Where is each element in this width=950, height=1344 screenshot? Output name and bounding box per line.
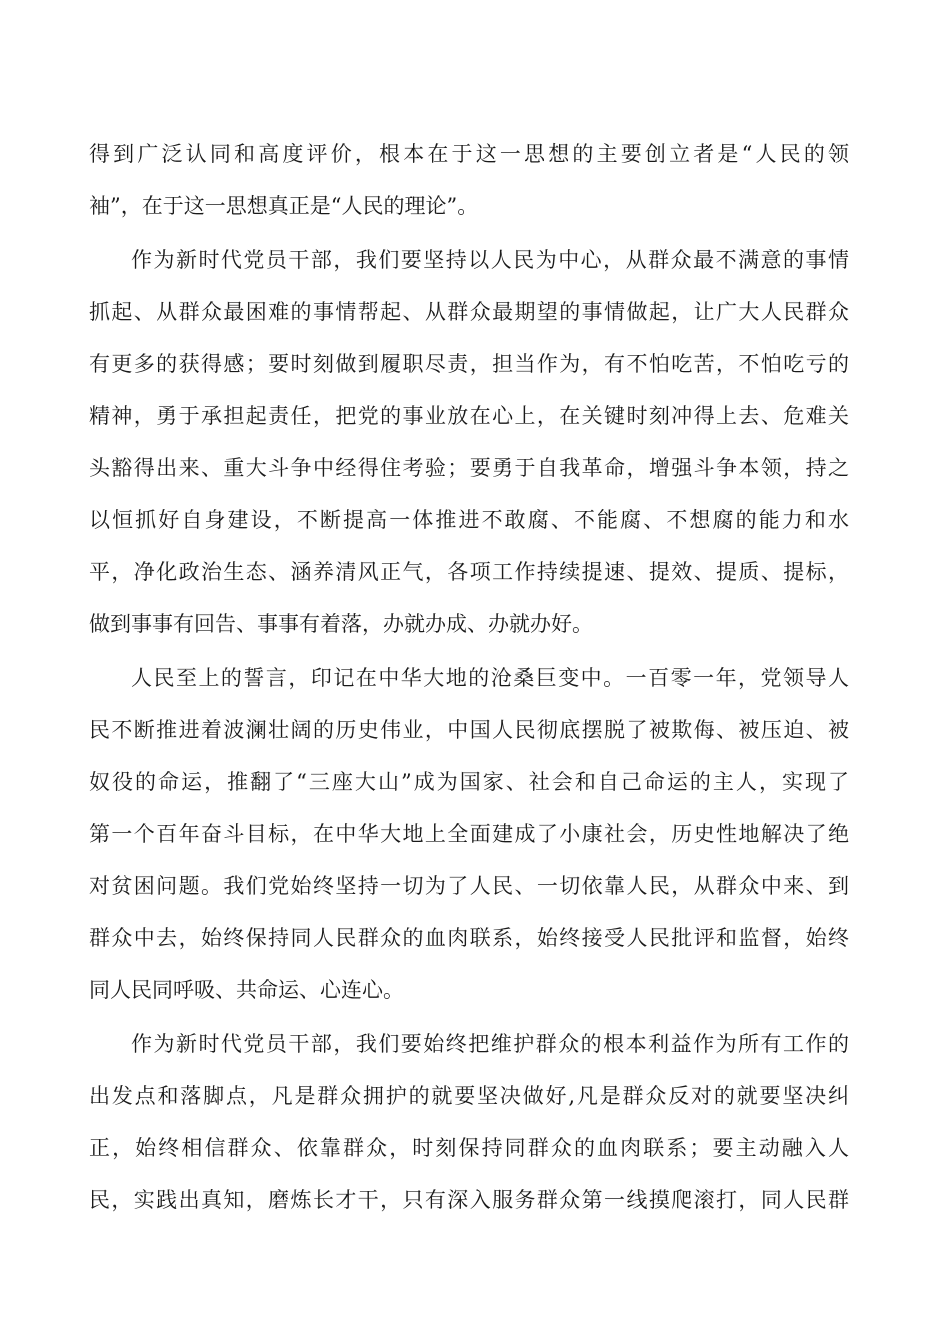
document-body bbox=[89, 128, 849, 1226]
text-line: 作为新时代党员干部，我们要始终把维护群众的根本利益作为所有工作的 bbox=[131, 1032, 849, 1056]
text-line: 作为新时代党员干部，我们要坚持以人民为中心，从群众最不满意的事情 bbox=[131, 248, 849, 272]
text-line: 抓起、从群众最困难的事情帮起、从群众最期望的事情做起，让广大人民群众 bbox=[89, 300, 849, 324]
paragraph bbox=[89, 234, 849, 650]
text-line: 做到事事有回告、事事有着落，办就办成、办就办好。 bbox=[89, 612, 593, 636]
text-line: 群众中去，始终保持同人民群众的血肉联系，始终接受人民批评和监督，始终 bbox=[89, 926, 849, 950]
text-line: 得到广泛认同和高度评价，根本在于这一思想的主要创立者是“人民的领 bbox=[89, 142, 849, 166]
text-line: 对贫困问题。我们党始终坚持一切为了人民、一切依靠人民，从群众中来、到 bbox=[89, 874, 849, 898]
text-line: 平，净化政治生态、涵养清风正气，各项工作持续提速、提效、提质、提标， bbox=[89, 560, 849, 584]
text-line: 奴役的命运，推翻了“三座大山”成为国家、社会和自己命运的主人，实现了 bbox=[89, 770, 849, 794]
text-line: 出发点和落脚点，凡是群众拥护的就要坚决做好,凡是群众反对的就要坚决纠 bbox=[89, 1084, 849, 1108]
text-line: 以恒抓好自身建设，不断提高一体推进不敢腐、不能腐、不想腐的能力和水 bbox=[89, 508, 849, 532]
text-line: 正，始终相信群众、依靠群众，时刻保持同群众的血肉联系；要主动融入人 bbox=[89, 1136, 849, 1160]
text-line: 民不断推进着波澜壮阔的历史伟业，中国人民彻底摆脱了被欺侮、被压迫、被 bbox=[89, 718, 849, 742]
text-line: 民，实践出真知，磨炼长才干，只有深入服务群众第一线摸爬滚打，同人民群 bbox=[89, 1188, 849, 1212]
text-line: 人民至上的誓言，印记在中华大地的沧桑巨变中。一百零一年，党领导人 bbox=[131, 666, 849, 690]
paragraph bbox=[89, 128, 849, 232]
text-line: 精神，勇于承担起责任，把党的事业放在心上，在关键时刻冲得上去、危难关 bbox=[89, 404, 849, 428]
text-line: 同人民同呼吸、共命运、心连心。 bbox=[89, 978, 404, 1002]
text-line: 头豁得出来、重大斗争中经得住考验；要勇于自我革命，增强斗争本领，持之 bbox=[89, 456, 849, 480]
paragraph bbox=[89, 652, 849, 1016]
text-line: 有更多的获得感；要时刻做到履职尽责，担当作为，有不怕吃苦，不怕吃亏的 bbox=[89, 352, 849, 376]
paragraph bbox=[89, 1018, 849, 1226]
text-line: 第一个百年奋斗目标，在中华大地上全面建成了小康社会，历史性地解决了绝 bbox=[89, 822, 849, 846]
text-line: 袖”，在于这一思想真正是“人民的理论”。 bbox=[89, 194, 479, 218]
